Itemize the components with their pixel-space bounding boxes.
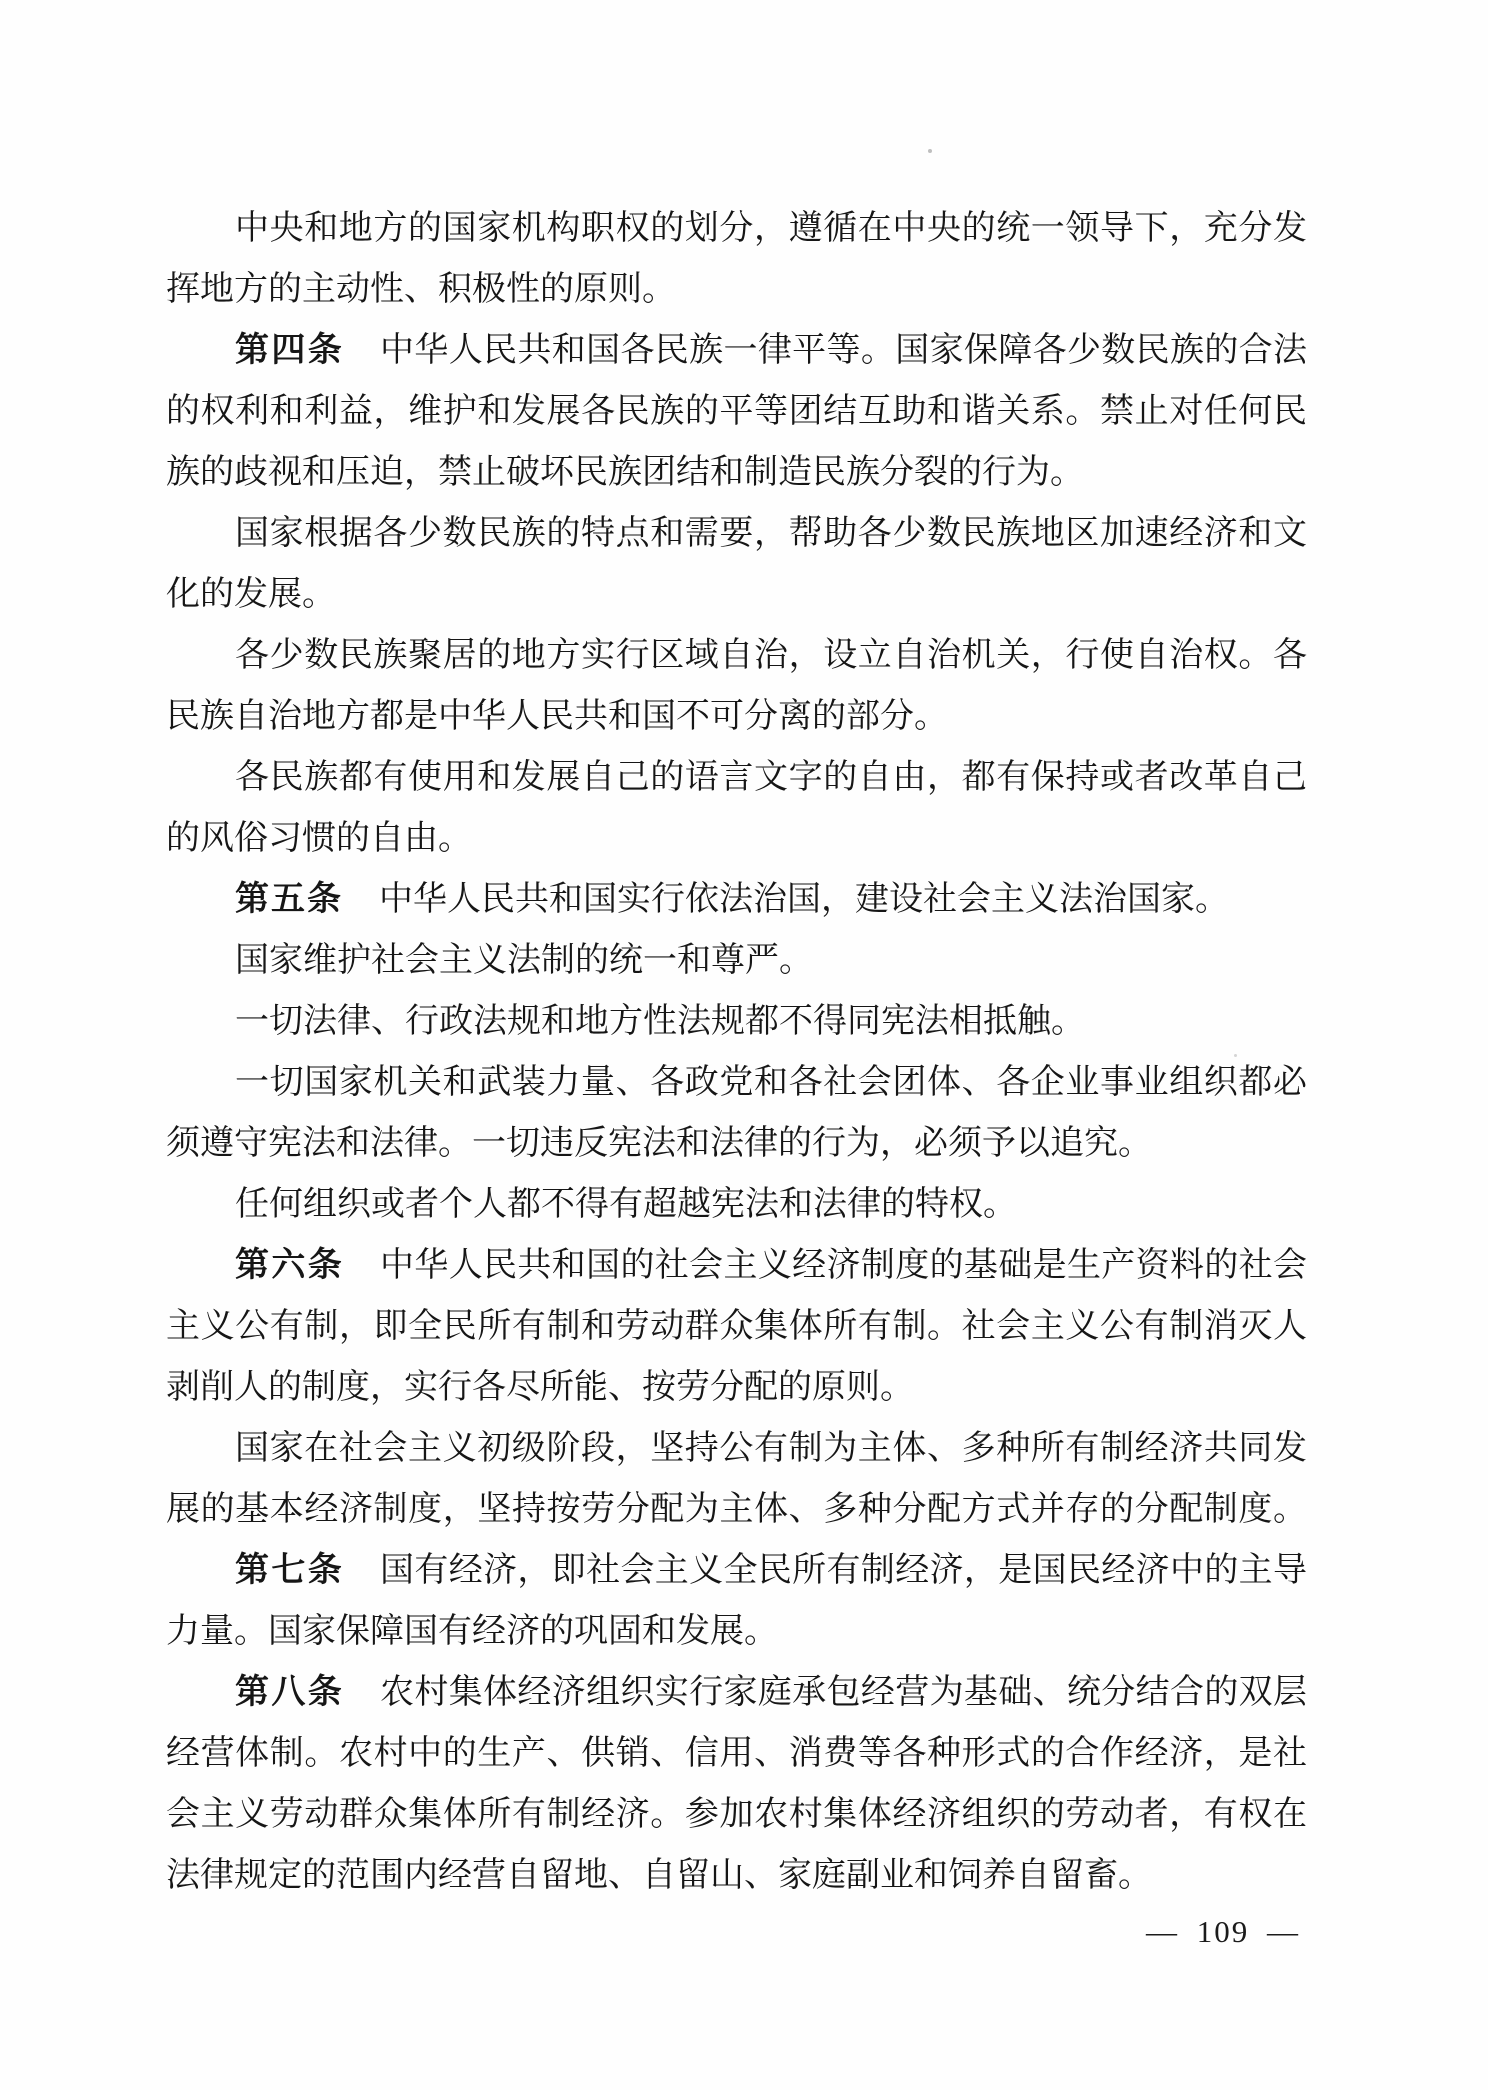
text-line <box>166 991 1307 1052</box>
page-number: — 109 — <box>1146 1914 1300 1949</box>
article-number: 第八条 <box>235 1673 345 1711</box>
text-line <box>166 747 1307 808</box>
line-text: 展的基本经济制度，坚持按劳分配为主体、多种分配方式并存的分配制度。 <box>166 1491 1307 1528</box>
line-text: 化的发展。 <box>166 576 336 613</box>
article-number: 第六条 <box>235 1246 345 1284</box>
line-text: 剥削人的制度，实行各尽所能、按劳分配的原则。 <box>166 1369 914 1406</box>
line-text: 中华人民共和国的社会主义经济制度的基础是生产资料的社会 <box>380 1247 1308 1284</box>
line-text: 须遵守宪法和法律。一切违反宪法和法律的行为，必须予以追究。 <box>166 1125 1152 1162</box>
text-line <box>166 1113 1307 1174</box>
text-line <box>166 381 1307 442</box>
text-line <box>166 1784 1307 1845</box>
line-text: 任何组织或者个人都不得有超越宪法和法律的特权。 <box>235 1186 1017 1223</box>
line-text: 国家维护社会主义法制的统一和尊严。 <box>235 942 813 979</box>
text-line <box>166 1601 1307 1662</box>
text-line <box>166 869 1307 930</box>
text-line <box>166 1296 1307 1357</box>
line-text: 农村集体经济组织实行家庭承包经营为基础、统分结合的双层 <box>380 1674 1308 1711</box>
line-text: 主义公有制，即全民所有制和劳动群众集体所有制。社会主义公有制消灭人 <box>166 1308 1307 1345</box>
line-text: 会主义劳动群众集体所有制经济。参加农村集体经济组织的劳动者，有权在 <box>166 1796 1307 1833</box>
line-text: 中央和地方的国家机构职权的划分，遵循在中央的统一领导下，充分发 <box>235 210 1307 247</box>
text-line <box>166 1723 1307 1784</box>
text-line <box>166 1662 1307 1723</box>
text-line <box>166 1052 1307 1113</box>
scan-speck <box>928 149 932 153</box>
line-text: 力量。国家保障国有经济的巩固和发展。 <box>166 1613 778 1650</box>
line-text: 国家根据各少数民族的特点和需要，帮助各少数民族地区加速经济和文 <box>235 515 1307 552</box>
line-text: 经营体制。农村中的生产、供销、信用、消费等各种形式的合作经济，是社 <box>166 1735 1307 1772</box>
text-line <box>166 198 1307 259</box>
text-line <box>166 442 1307 503</box>
line-text: 中华人民共和国实行依法治国，建设社会主义法治国家。 <box>379 881 1229 918</box>
text-line <box>166 1479 1307 1540</box>
text-line <box>166 1418 1307 1479</box>
text-line <box>166 1357 1307 1418</box>
text-block <box>166 198 1307 1906</box>
article-number: 第四条 <box>235 331 345 369</box>
text-line <box>166 625 1307 686</box>
text-line <box>166 808 1307 869</box>
text-line <box>166 320 1307 381</box>
text-line <box>166 930 1307 991</box>
line-text: 各少数民族聚居的地方实行区域自治，设立自治机关，行使自治权。各 <box>235 637 1307 674</box>
text-line <box>166 1174 1307 1235</box>
line-text: 族的歧视和压迫，禁止破坏民族团结和制造民族分裂的行为。 <box>166 454 1084 491</box>
article-number: 第七条 <box>235 1551 345 1589</box>
line-text: 中华人民共和国各民族一律平等。国家保障各少数民族的合法 <box>380 332 1308 369</box>
line-text: 法律规定的范围内经营自留地、自留山、家庭副业和饲养自留畜。 <box>166 1857 1152 1894</box>
text-line <box>166 564 1307 625</box>
line-text: 的权利和利益，维护和发展各民族的平等团结互助和谐关系。禁止对任何民 <box>166 393 1307 430</box>
text-line <box>166 1845 1307 1906</box>
line-text: 一切国家机关和武装力量、各政党和各社会团体、各企业事业组织都必 <box>235 1064 1307 1101</box>
text-line <box>166 1540 1307 1601</box>
text-line <box>166 1235 1307 1296</box>
line-text: 一切法律、行政法规和地方性法规都不得同宪法相抵触。 <box>235 1003 1085 1040</box>
line-text: 各民族都有使用和发展自己的语言文字的自由，都有保持或者改革自己 <box>235 759 1307 796</box>
article-number: 第五条 <box>235 880 343 918</box>
line-text: 民族自治地方都是中华人民共和国不可分离的部分。 <box>166 698 948 735</box>
text-line <box>166 259 1307 320</box>
text-line <box>166 503 1307 564</box>
line-text: 国家在社会主义初级阶段，坚持公有制为主体、多种所有制经济共同发 <box>235 1430 1307 1467</box>
line-text: 的风俗习惯的自由。 <box>166 820 472 857</box>
line-text: 国有经济，即社会主义全民所有制经济，是国民经济中的主导 <box>380 1552 1308 1589</box>
line-text: 挥地方的主动性、积极性的原则。 <box>166 271 676 308</box>
text-line <box>166 686 1307 747</box>
